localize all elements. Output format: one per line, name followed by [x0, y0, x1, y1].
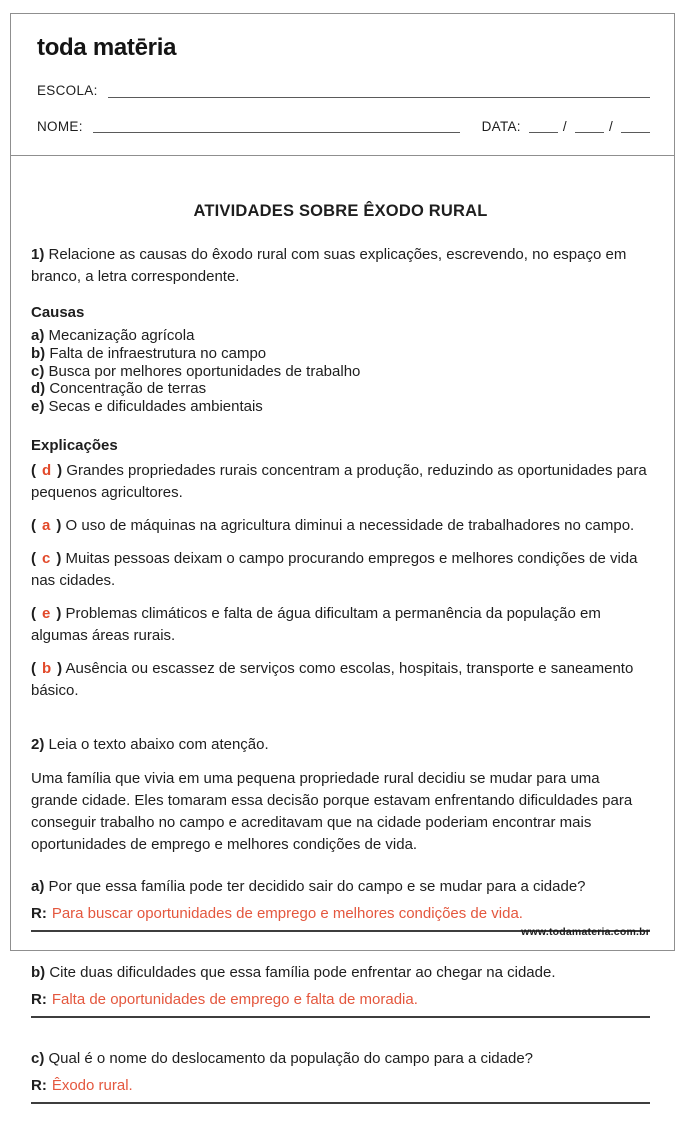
cause-item: d) Concentração de terras: [31, 380, 207, 398]
explanation-item: ( d ) Grandes propriedades rurais concentram a produção, reduzindo as oportunidades para pequenos agricultores.: [31, 461, 647, 501]
explanation-item: ( c ) Muitas pessoas deixam o campo procurando empregos e melhores condições de vida nas cidades.: [31, 550, 638, 590]
question-1-prompt: Relacione as causas do êxodo rural com suas explicações, escrevendo, no espaço em branco, a letra correspondente.: [31, 246, 627, 286]
header: [11, 14, 674, 156]
answer-text: Falta de oportunidades de emprego e falta de moradia.: [51, 990, 418, 1008]
date-day-line[interactable]: [529, 129, 558, 133]
explanation-item: ( a ) O uso de máquinas na agricultura diminui a necessidade de trabalhadores no campo.: [31, 516, 635, 534]
date-month-line[interactable]: [575, 129, 604, 133]
causes-heading: Causas: [31, 304, 85, 322]
question-2-number: 2): [31, 736, 45, 754]
footer-url: www.todamateria.com.br: [521, 926, 650, 938]
paren-open: (: [31, 550, 36, 568]
answer-line-c[interactable]: [31, 1075, 650, 1104]
paren-open: (: [31, 660, 36, 678]
data-label: DATA:: [481, 118, 521, 134]
explanation-item: ( e ) Problemas climáticos e falta de água dificultam a permanência da população em algumas áreas rurais.: [31, 605, 601, 645]
explanations-heading: Explicações: [31, 436, 118, 454]
date-separator: /: [562, 118, 567, 134]
paren-open: (: [31, 461, 36, 479]
cause-item: e) Secas e dificuldades ambientais: [31, 398, 263, 416]
paren-close: ): [56, 516, 62, 534]
answer-text: Êxodo rural.: [51, 1076, 133, 1094]
subquestion-a: [31, 876, 650, 932]
date-year-line[interactable]: [621, 129, 650, 133]
subquestion-b-text: b) Cite duas dificuldades que essa família pode enfrentar ao chegar na cidade.: [31, 963, 556, 981]
date-separator: /: [608, 118, 613, 134]
reading-passage: Uma família que vivia em uma pequena propriedade rural decidiu se mudar para uma grande cidade. Eles tomaram essa decisão porque estavam enfrentando dificuldades para conseguir trabalho no campo e acreditavam que na cidade poderiam encontrar mais oportunidades de emprego e melhores condições de vida.: [31, 770, 633, 854]
subquestion-a-text: a) Por que essa família pode ter decidido sair do campo e se mudar para a cidade?: [31, 877, 586, 895]
escola-input-line[interactable]: [108, 94, 650, 98]
answer-line-b[interactable]: [31, 989, 650, 1018]
answer-letter[interactable]: c: [42, 550, 51, 568]
answer-letter[interactable]: e: [42, 605, 51, 623]
brand-logo: toda matēria: [37, 34, 177, 61]
worksheet-title: ATIVIDADES SOBRE ÊXODO RURAL: [193, 202, 488, 220]
subquestion-c-text: c) Qual é o nome do deslocamento da população do campo para a cidade?: [31, 1049, 534, 1067]
worksheet-body: [11, 156, 674, 1134]
cause-item: c) Busca por melhores oportunidades de trabalho: [31, 362, 361, 380]
question-1: [31, 244, 650, 288]
paren-open: (: [31, 605, 36, 623]
paren-close: ): [56, 550, 62, 568]
paren-close: ): [57, 461, 63, 479]
answer-letter[interactable]: b: [42, 660, 52, 678]
cause-item: a) Mecanização agrícola: [31, 327, 195, 345]
escola-field: [37, 84, 650, 98]
answer-text: Para buscar oportunidades de emprego e melhores condições de vida.: [51, 904, 523, 922]
causes-list: [31, 327, 650, 415]
nome-input-line[interactable]: [93, 129, 460, 133]
r-label: R:: [31, 1076, 47, 1094]
cause-item: b) Falta de infraestrutura no campo: [31, 345, 267, 363]
subquestion-c: [31, 1048, 650, 1104]
question-2: [31, 734, 650, 756]
answer-letter[interactable]: d: [42, 461, 52, 479]
escola-label: ESCOLA:: [37, 83, 98, 98]
worksheet-page: [10, 13, 675, 1094]
paren-close: ): [56, 605, 62, 623]
paren-close: ): [57, 660, 63, 678]
paren-open: (: [31, 516, 36, 534]
nome-label: NOME:: [37, 118, 83, 134]
r-label: R:: [31, 904, 47, 922]
question-1-number: 1): [31, 246, 45, 264]
explanation-item: ( b ) Ausência ou escassez de serviços como escolas, hospitais, transporte e saneamento básico.: [31, 660, 634, 700]
question-2-prompt: Leia o texto abaixo com atenção.: [48, 736, 269, 754]
nome-data-field: [37, 120, 650, 134]
r-label: R:: [31, 990, 47, 1008]
subquestion-b: [31, 962, 650, 1018]
answer-letter[interactable]: a: [42, 516, 51, 534]
